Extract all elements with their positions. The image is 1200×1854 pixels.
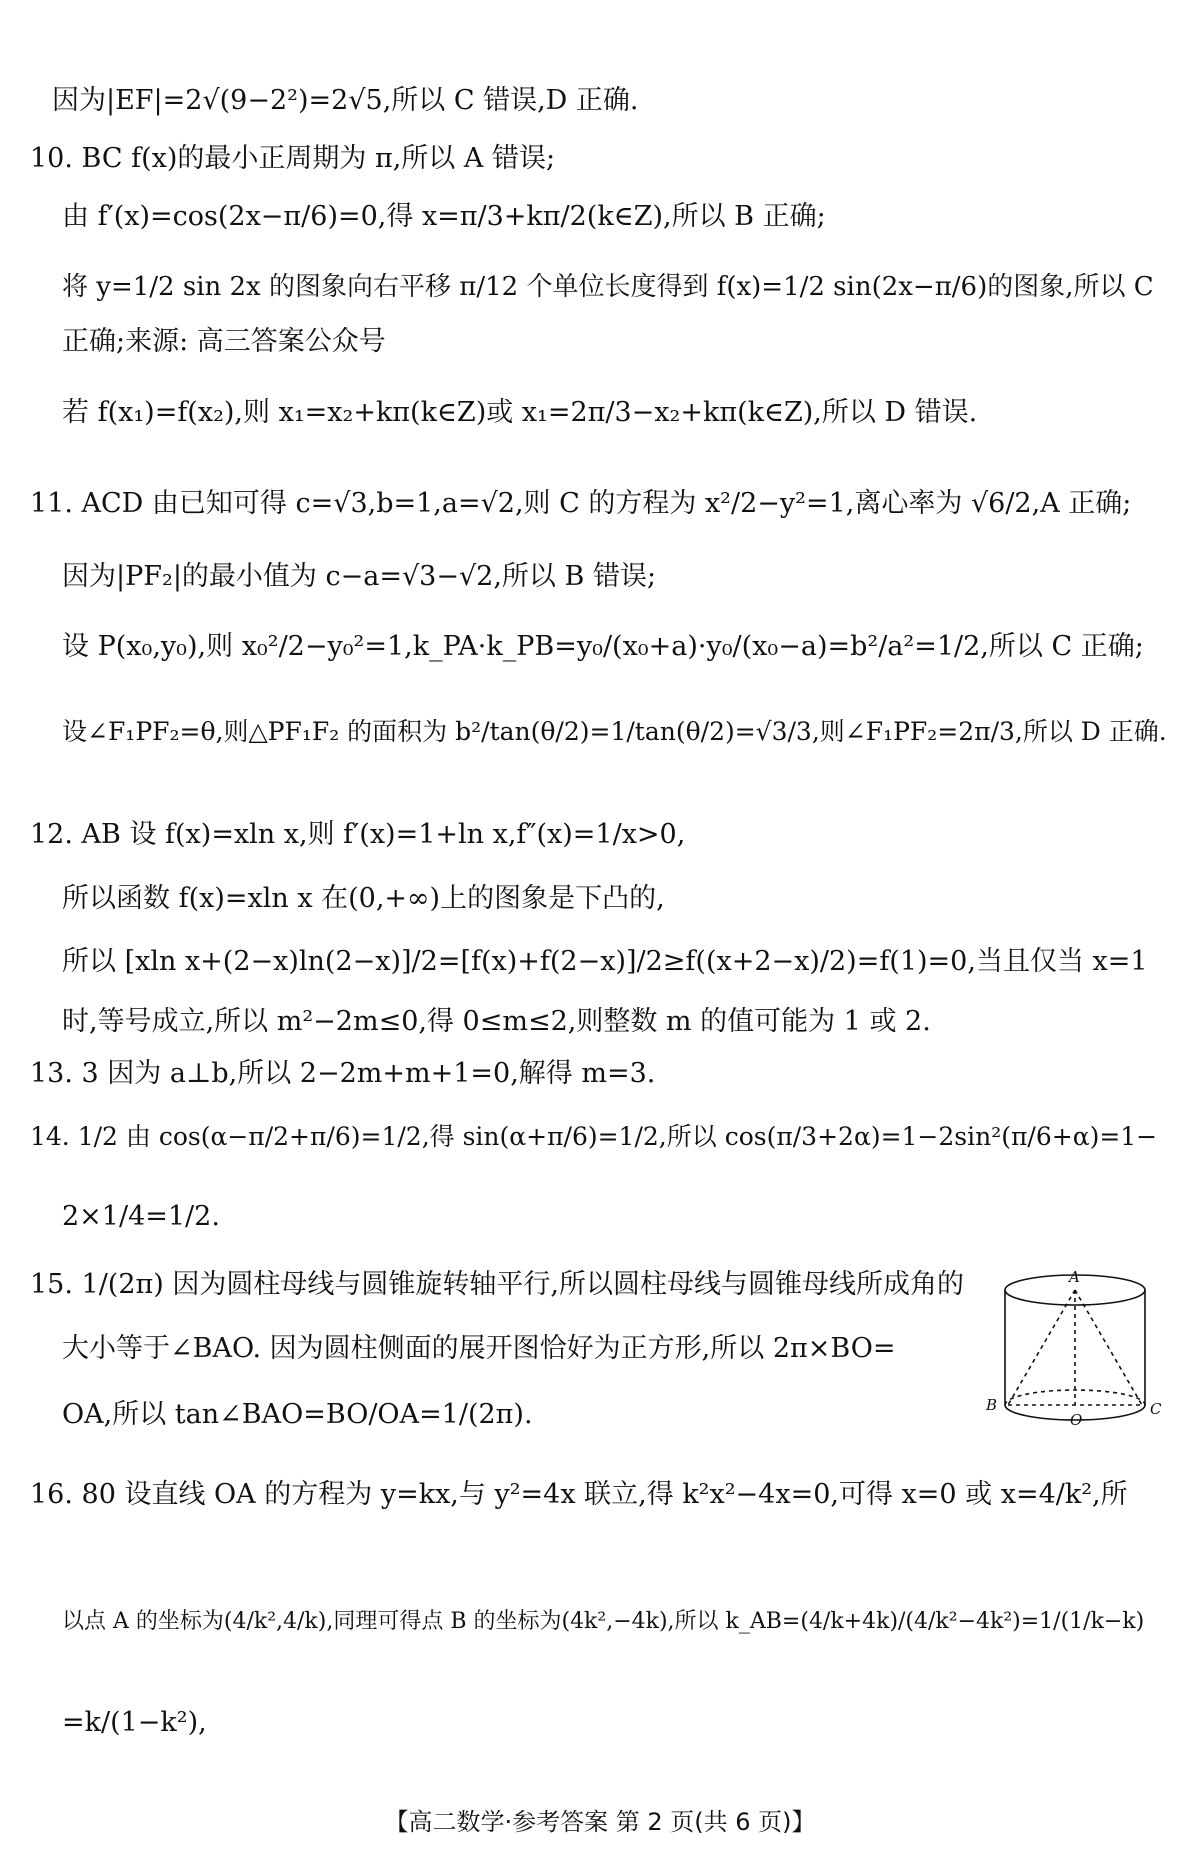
page-footer: 【高二数学·参考答案 第 2 页(共 6 页)】 — [384, 1808, 816, 1836]
text-line: 正确;来源: 高三答案公众号 — [62, 326, 386, 357]
text-line: 大小等于∠BAO. 因为圆柱侧面的展开图恰好为正方形,所以 2π×BO= — [62, 1333, 896, 1364]
text-line: =k/(1−k²), — [62, 1707, 207, 1738]
answer-10-header: 10. BC f(x)的最小正周期为 π,所以 A 错误; — [30, 143, 556, 174]
text-line: 所以 [xln x+(2−x)ln(2−x)]/2=[f(x)+f(2−x)]/2≥f((x+2−x)/2)=f(1)=0,当且仅当 x=1 — [62, 946, 1148, 977]
point-c-label: C — [1150, 1400, 1162, 1418]
point-o-label: O — [1070, 1411, 1083, 1429]
answer-11-header: 11. ACD 由已知可得 c=√3,b=1,a=√2,则 C 的方程为 x²/2−y²=1,离心率为 √6/2,A 正确; — [30, 488, 1132, 519]
cone-edge-ab — [1008, 1290, 1075, 1405]
text-line: 所以函数 f(x)=xln x 在(0,+∞)上的图象是下凸的, — [62, 883, 665, 914]
text-line: 因为|EF|=2√(9−2²)=2√5,所以 C 错误,D 正确. — [52, 85, 639, 116]
point-a-label: A — [1069, 1268, 1080, 1286]
cone-edge-ac — [1075, 1290, 1142, 1405]
text-line: 2×1/4=1/2. — [62, 1201, 220, 1232]
answer-15-header: 15. 1/(2π) 因为圆柱母线与圆锥旋转轴平行,所以圆柱母线与圆锥母线所成角的 — [30, 1269, 964, 1300]
answer-16-header: 16. 80 设直线 OA 的方程为 y=kx,与 y²=4x 联立,得 k²x²−4x=0,可得 x=0 或 x=4/k²,所 — [30, 1479, 1128, 1510]
answer-12-header: 12. AB 设 f(x)=xln x,则 f′(x)=1+ln x,f″(x)=1/x>0, — [30, 819, 686, 850]
text-line: 将 y=1/2 sin 2x 的图象向右平移 π/12 个单位长度得到 f(x)=1/2 sin(2x−π/6)的图象,所以 C — [62, 272, 1154, 302]
text-line: OA,所以 tan∠BAO=BO/OA=1/(2π). — [62, 1399, 533, 1430]
text-line: 设∠F₁PF₂=θ,则△PF₁F₂ 的面积为 b²/tan(θ/2)=1/tan(θ/2)=√3/3,则∠F₁PF₂=2π/3,所以 D 正确. — [62, 717, 1167, 746]
text-line: 由 f′(x)=cos(2x−π/6)=0,得 x=π/3+kπ/2(k∈Z),所以 B 正确; — [62, 201, 826, 232]
cylinder-cone-figure — [970, 1250, 1180, 1440]
text-line: 因为|PF₂|的最小值为 c−a=√3−√2,所以 B 错误; — [62, 561, 657, 592]
answer-14-header: 14. 1/2 由 cos(α−π/2+π/6)=1/2,得 sin(α+π/6)=1/2,所以 cos(π/3+2α)=1−2sin²(π/6+α)=1− — [30, 1122, 1158, 1151]
text-line: 若 f(x₁)=f(x₂),则 x₁=x₂+kπ(k∈Z)或 x₁=2π/3−x₂+kπ(k∈Z),所以 D 错误. — [62, 397, 978, 428]
text-line: 时,等号成立,所以 m²−2m≤0,得 0≤m≤2,则整数 m 的值可能为 1 或 2. — [62, 1006, 931, 1037]
text-line: 设 P(x₀,y₀),则 x₀²/2−y₀²=1,k_PA·k_PB=y₀/(x₀+a)·y₀/(x₀−a)=b²/a²=1/2,所以 C 正确; — [62, 631, 1144, 662]
point-b-label: B — [986, 1396, 998, 1414]
text-line: 以点 A 的坐标为(4/k²,4/k),同理可得点 B 的坐标为(4k²,−4k),所以 k_AB=(4/k+4k)/(4/k²−4k²)=1/(1/k−k) — [62, 1609, 1145, 1634]
answer-13-header: 13. 3 因为 a⊥b,所以 2−2m+m+1=0,解得 m=3. — [30, 1058, 656, 1089]
